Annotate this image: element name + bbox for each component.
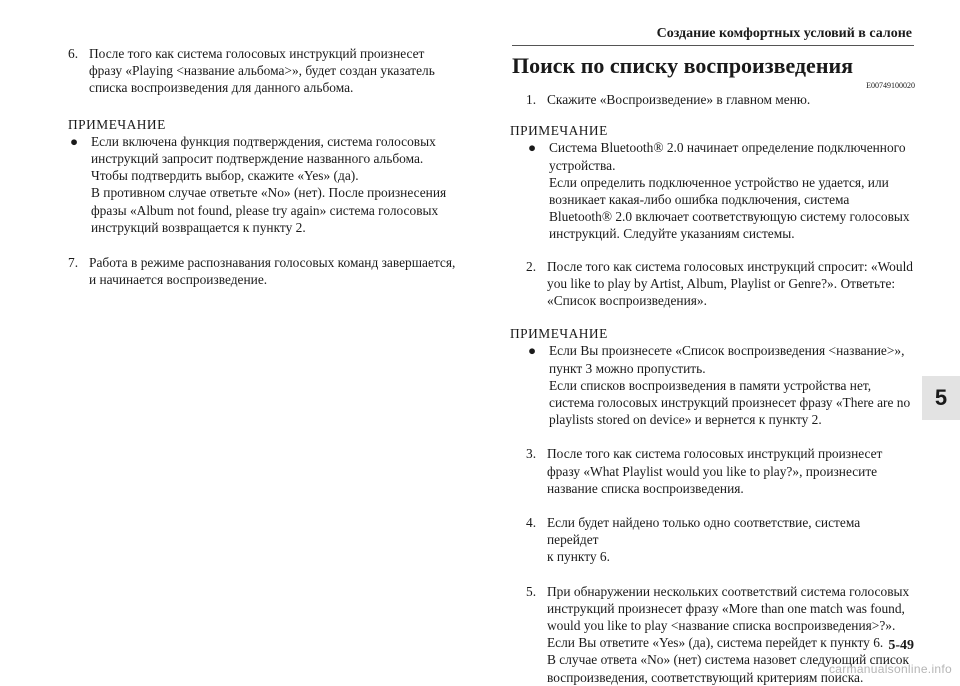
text-line: would you like to play <название списка воспроизведения>?». xyxy=(547,618,896,634)
step-3 xyxy=(510,445,915,497)
text-line: Чтобы подтвердить выбор, скажите «Yes» (да). xyxy=(91,168,359,184)
text-line: «Список воспроизведения». xyxy=(547,293,707,309)
left-column xyxy=(68,45,480,288)
note-bullet xyxy=(68,133,480,236)
step-2 xyxy=(510,258,915,310)
note-text xyxy=(549,342,915,428)
text-line: инструкций произнесет фразу «More than one match was found, xyxy=(547,600,905,616)
text-line: you like to play by Artist, Album, Playlist or Genre?». Ответьте: xyxy=(547,275,896,291)
text-line: После того как система голосовых инструкций произнесет xyxy=(547,446,883,462)
section-code: E00749100020 xyxy=(866,81,915,90)
step-number: 1. xyxy=(526,92,537,107)
text-line: пункт 3 можно пропустить. xyxy=(549,360,706,376)
text-line: Скажите «Воспроизведение» в главном меню. xyxy=(547,92,811,107)
text-line: название списка воспроизведения. xyxy=(547,480,744,496)
step-number: 7. xyxy=(68,255,79,271)
text-line: воспроизведения, соответствующий критериям поиска. xyxy=(547,669,864,685)
text-line: фразы «Album not found, please try again» система голосовых xyxy=(91,202,439,218)
note-text xyxy=(91,133,480,236)
text-line: В противном случае ответьте «No» (нет). После произнесения xyxy=(91,185,447,201)
step-1 xyxy=(510,91,915,108)
text-line: Если Вы произнесете «Список воспроизведения <название>», xyxy=(549,343,905,359)
text-line: фразу «Playing <название альбома>», будет создан указатель xyxy=(89,63,435,79)
page-number: 5-49 xyxy=(888,638,914,653)
text-line: устройства. xyxy=(549,157,616,173)
text-line: и начинается воспроизведение. xyxy=(89,272,268,288)
bullet-icon: ● xyxy=(528,140,537,156)
note-block-2 xyxy=(510,325,915,428)
text-line: инструкций запросит подтверждение названного альбома. xyxy=(91,151,424,167)
step-4 xyxy=(510,514,915,566)
step-text xyxy=(89,45,480,97)
bullet-icon: ● xyxy=(70,133,79,149)
step-text xyxy=(89,254,480,288)
note-text xyxy=(549,139,915,242)
text-line: Если включена функция подтверждения, система голосовых xyxy=(91,133,436,149)
running-header: Создание комфортных условий в салоне xyxy=(656,26,912,41)
text-line: Работа в режиме распознавания голосовых команд завершается, xyxy=(89,255,456,271)
chapter-tab: 5 xyxy=(922,376,960,420)
note-title: ПРИМЕЧАНИЕ xyxy=(510,326,608,342)
section-heading: Поиск по списку воспроизведения xyxy=(512,53,854,78)
text-line: списка воспроизведения для данного альбома. xyxy=(89,80,354,96)
step-number: 2. xyxy=(526,258,537,274)
text-line: инструкций возвращается к пункту 2. xyxy=(91,219,306,235)
bullet-icon: ● xyxy=(528,343,537,359)
note-block-1 xyxy=(510,122,915,242)
text-line: инструкций. Следуйте указаниям системы. xyxy=(549,226,795,242)
text-line: возникает какая-либо ошибка подключения, система xyxy=(549,192,850,208)
text-line: система голосовых инструкций произнесет фразу «There are no xyxy=(549,395,911,411)
text-line: фразу «What Playlist would you like to play?», произнесите xyxy=(547,463,878,479)
watermark: carmanualsonline.info xyxy=(828,662,952,676)
note-bullet xyxy=(510,139,915,242)
text-line: Если будет найдено только одно соответствие, система перейдет xyxy=(547,515,861,548)
header-rule xyxy=(512,45,914,46)
step-number: 5. xyxy=(526,583,537,599)
text-line: В случае ответа «No» (нет) система назовет следующий список xyxy=(547,652,910,668)
step-number: 6. xyxy=(68,46,79,61)
note-title: ПРИМЕЧАНИЕ xyxy=(510,123,608,139)
step-7 xyxy=(68,254,480,288)
step-text xyxy=(547,514,915,566)
text-line: Bluetooth® 2.0 включает соответствующую систему голосовых xyxy=(549,209,910,225)
text-line: После того как система голосовых инструкций произнесет xyxy=(89,46,425,61)
text-line: к пункту 6. xyxy=(547,549,610,565)
text-line: Если списков воспроизведения в памяти устройства нет, xyxy=(549,377,872,393)
note-bullet xyxy=(510,342,915,428)
text-line: После того как система голосовых инструкций спросит: «Would xyxy=(547,258,913,274)
step-text xyxy=(547,445,915,497)
step-text xyxy=(547,258,915,310)
step-number: 4. xyxy=(526,515,537,531)
text-line: Система Bluetooth® 2.0 начинает определение подключенного xyxy=(549,140,906,156)
step-number: 3. xyxy=(526,446,537,462)
step-text xyxy=(547,91,915,108)
note-block xyxy=(68,116,480,236)
right-column xyxy=(510,53,915,686)
note-title: ПРИМЕЧАНИЕ xyxy=(68,116,166,132)
step-6 xyxy=(68,45,480,97)
text-line: Если определить подключенное устройство не удается, или xyxy=(549,174,889,190)
text-line: playlists stored on device» и вернется к пункту 2. xyxy=(549,412,822,428)
text-line: Если Вы ответите «Yes» (да), система перейдет к пункту 6. xyxy=(547,635,884,651)
text-line: При обнаружении нескольких соответствий система голосовых xyxy=(547,583,910,599)
